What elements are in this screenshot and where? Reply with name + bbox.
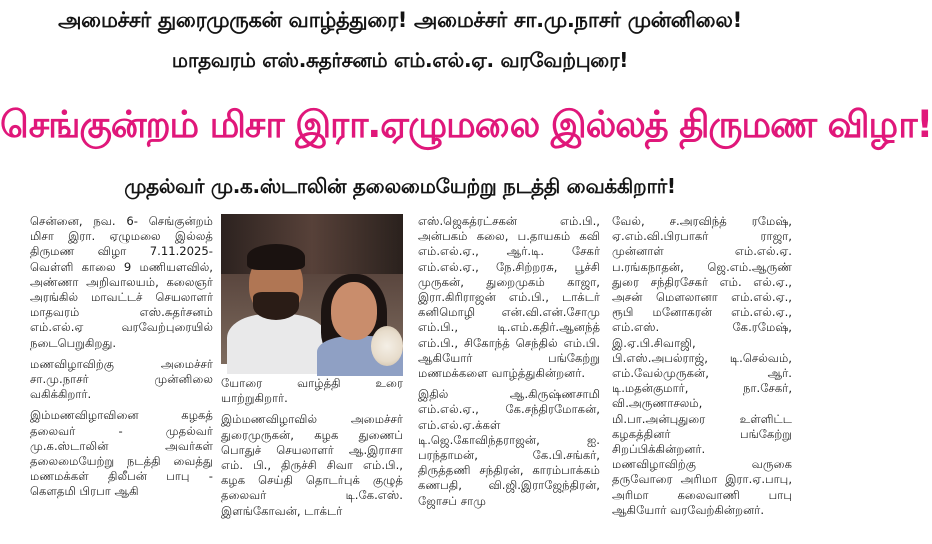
bride-face — [331, 282, 377, 340]
groom-hair — [247, 244, 305, 270]
headline-second: மாதவரம் எஸ்.சுதர்சனம் எம்.எல்.ஏ. வரவேற்புரை! — [171, 48, 629, 72]
headline-sub: முதல்வர் மு.க.ஸ்டாலின் தலைமையேற்று நடத்தி வைக்கிறார்! — [124, 174, 676, 198]
article-column-3 — [418, 214, 600, 515]
headline-main: செங்குன்றம் மிசா இரா.ஏழுமலை இல்லத் திருமண விழா! — [0, 103, 932, 146]
paragraph: இம்மணவிழாவினை கழகத் தலைவர் - முதல்வர் மு.க.ஸ்டாலின் அவர்கள் தலைமையேற்று நடத்தி வைத்து மணமக்கள் திலீபன் பாபு - கௌதமி பிரபா ஆகி — [30, 408, 213, 499]
paragraph: இம்மணவிழாவில் அமைச்சர் துரைமுருகன், கழக துணைப் பொதுச் செயலாளர் ஆ.இராசா எம். பி., திருச்சி சிவா எம்.பி., கழக செய்தி தொடர்புக் குழுத் தலைவர் டி.கே.எஸ். இளங்கோவன், டாக்டர் — [221, 412, 403, 518]
paragraph: சென்னை, நவ. 6- செங்குன்றம் மிசா இரா. ஏழுமலை இல்லத் திருமண விழா 7.11.2025- வெள்ளி காலை 9 மணியளவில், அண்ணா அறிவாலயம், கலைஞர் அரங்கில் மாவட்டச் செயலாளர் மாதவரம் எஸ்.சுதர்சனம் எம்.எல்.ஏ வரவேற்புரையில் நடைபெறுகிறது. — [30, 214, 213, 350]
article-column-2 — [221, 376, 403, 525]
groom-beard — [253, 292, 299, 320]
article-column-1 — [30, 214, 213, 506]
couple-photo — [221, 214, 403, 364]
paragraph: எஸ்.ஜெகத்ரட்சகன் எம்.பி., அன்பகம் கலை, ப.தாயகம் கவி எம்.எல்.ஏ., ஆர்.டி. சேகர் எம்.எல்.ஏ., நே.சிற்றரசு, பூச்சி முருகன், துறைமுகம் காஜா, இரா.கிரிராஜன் எம்.பி., டாக்டர் கனிமொழி என்.வி.என்.சோமு எம்.பி., டி.எம்.கதிர்.ஆனந்த் எம்.பி., சிகோந்த் செந்தில் எம்.பி. ஆகியோர் பங்கேற்று மணமக்களை வாழ்த்துகின்றனர். — [418, 214, 600, 381]
groom-shirt — [227, 314, 327, 374]
article-column-4 — [612, 214, 792, 524]
headline-top: அமைச்சர் துரைமுருகன் வாழ்த்துரை! அமைச்சர் சா.மு.நாசர் முன்னிலை! — [58, 8, 742, 32]
paragraph: இதில் ஆ.கிருஷ்ணசாமி எம்.எல்.ஏ., கே.சந்திரமோகன், எம்.எல்.ஏ.க்கள் டி.ஜெ.கோவிந்தராஜன், ஐ. பரந்தாமன், கே.பி.சங்கர், திருத்தணி சந்திரன், காரம்பாக்கம் கணபதி, வி.ஜி.இராஜேந்திரன், ஜோசப் சாமு — [418, 387, 600, 508]
paragraph: வேல், ச.அரவிந்த் ரமேஷ், ஏ.எம்.வி.பிரபாகர் ராஜா, முன்னாள் எம்.எல்.ஏ. ப.ரங்கநாதன், ஜெ.எம்.ஆருண் துரை சந்திரசேகர் எம். எல்.ஏ., அசன் மௌலானா எம்.எல்.ஏ., ரூபி மனோகரன் எம்.எல்.ஏ., எம்.எஸ். கே.ரமேஷ், இ.ஏ.பி.சிவாஜி, பி.எஸ்.அபல்ராஜ், டி.செல்வம், எம்.வேல்முருகன், ஆர். டி.மதன்குமார், நா.சேகர், வி.அருணாசலம், மி.பா.அன்புதுரை உள்ளிட்ட கழகத்தினர் பங்கேற்று சிறப்பிக்கின்றனர். மணவிழாவிற்கு வருகை தருவோரை அரிமா இரா.ஏ.பாபு, அரிமா கலைவாணி பாபு ஆகியோர் வரவேற்கின்றனர். — [612, 214, 792, 517]
flower-garland — [371, 326, 403, 366]
paragraph: யோரை வாழ்த்தி உரை யாற்றுகிறார். — [221, 376, 403, 406]
paragraph: மணவிழாவிற்கு அமைச்சர் சா.மு.நாசர் முன்னிலை வகிக்கிறார். — [30, 356, 213, 402]
